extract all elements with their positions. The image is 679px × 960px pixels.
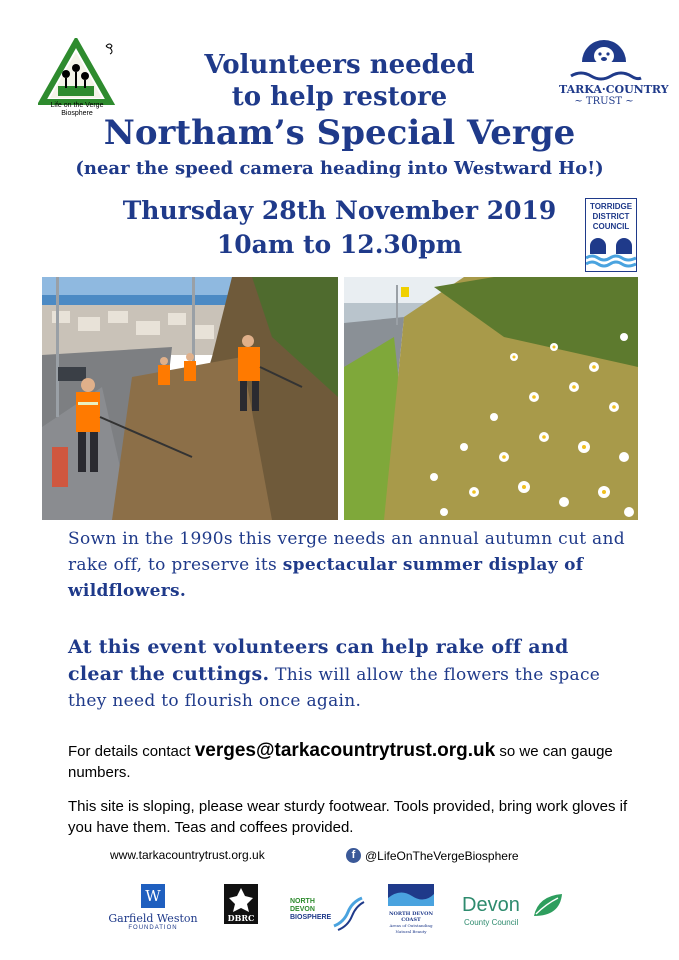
- garfield-sub: FOUNDATION: [128, 925, 178, 931]
- contact-prefix: For details contact: [68, 743, 195, 760]
- leaf-icon: [530, 890, 566, 920]
- heading-line1: Volunteers needed: [204, 50, 475, 80]
- site-notes: This site is sloping, please wear sturdy footwear. Tools provided, bring work gloves if you have them. Teas and coffees provided.: [68, 798, 628, 836]
- ndc-line2: COAST: [401, 917, 421, 923]
- wildflowers-photo: [344, 277, 638, 520]
- event-date: Thursday 28th November 2019: [122, 196, 557, 225]
- event-time: 10am to 12.30pm: [216, 230, 463, 259]
- tarka-trust: ~ TRUST ~: [574, 96, 634, 107]
- event-text: This will allow the flowers the space they need to flourish once again.: [68, 665, 601, 711]
- devon-sub: County Council: [464, 918, 519, 927]
- ndc-line3: Areas of Outstanding: [389, 923, 433, 928]
- north-devon-coast-aonb-logo: [388, 884, 438, 940]
- event-title: Northam’s Special Verge: [103, 113, 576, 153]
- north-devon-biosphere-logo: [290, 884, 370, 940]
- torridge-line1: TORRIDGE: [589, 202, 633, 211]
- logo-text-line2: Biosphere: [61, 110, 93, 117]
- heading-line2: to help restore: [231, 82, 448, 112]
- contact-details: [68, 740, 628, 783]
- garfield-name: Garfield Weston: [108, 912, 198, 925]
- ndc-line1: NORTH DEVON: [388, 911, 434, 917]
- event-paragraph: [68, 634, 628, 714]
- garfield-weston-logo: [108, 884, 198, 940]
- intro-text: Sown in the 1990s this verge needs an annual autumn cut and rake off, to preserve its: [68, 529, 625, 575]
- ndc-line4: Natural Beauty: [395, 929, 427, 934]
- event-highlight: At this event volunteers can help rake off and clear the cuttings.: [68, 636, 569, 685]
- ndb-line2: DEVON: [290, 906, 315, 913]
- devon-name: Devon: [462, 894, 520, 916]
- intro-paragraph: [68, 526, 628, 604]
- torridge-line3: COUNCIL: [592, 222, 630, 231]
- logo-text-line1: Life on the Verge: [50, 102, 104, 109]
- intro-highlight: spectacular summer display of wildflowers.: [68, 555, 584, 601]
- volunteers-photo: [42, 277, 338, 520]
- facebook-handle: @LifeOnTheVergeBiosphere: [365, 848, 519, 863]
- facebook-icon: f: [346, 848, 361, 863]
- torridge-line2: DISTRICT: [592, 212, 630, 221]
- contact-email-link[interactable]: verges@tarkacountrytrust.org.uk: [194, 740, 496, 761]
- contact-suffix: so we can gauge numbers.: [68, 743, 613, 781]
- garfield-emblem: W: [141, 884, 165, 908]
- dbrc-label: DBRC: [227, 913, 255, 923]
- website-link[interactable]: www.tarkacountrytrust.org.uk: [110, 848, 265, 862]
- tarka-name: TARKA·COUNTRY: [559, 83, 669, 96]
- event-subtitle: (near the speed camera heading into Westward Ho!): [75, 158, 604, 179]
- devon-county-council-logo: [462, 884, 572, 940]
- facebook-link[interactable]: [346, 848, 519, 863]
- ndb-line3: BIOSPHERE: [290, 914, 332, 921]
- dbrc-logo: [224, 884, 262, 940]
- ndb-line1: NORTH: [290, 898, 315, 905]
